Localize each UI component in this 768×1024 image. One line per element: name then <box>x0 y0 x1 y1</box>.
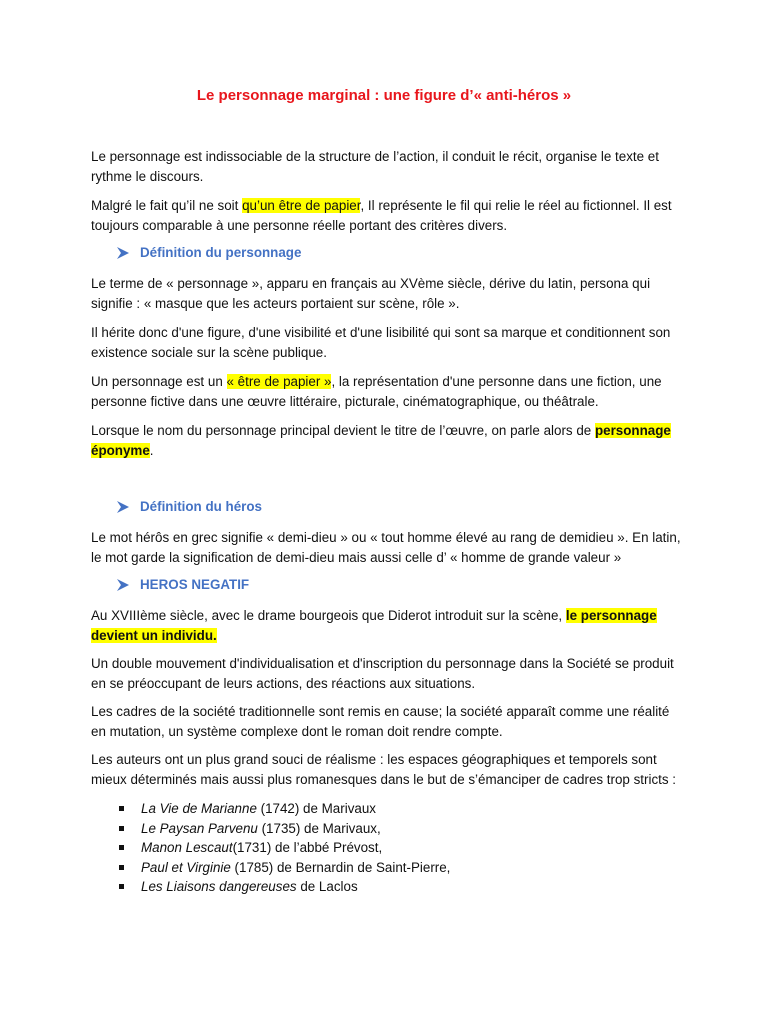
paragraph-cadres: Les cadres de la société traditionnelle sont remis en cause; la société apparaît comme une réalité en mutation, un système complexe dont le roman doit rendre compte. <box>91 704 670 739</box>
highlighted-text: personnage éponyme <box>91 423 671 458</box>
section-heading-heros-negatif <box>91 575 681 595</box>
paragraph-xviiie <box>91 606 681 646</box>
paragraph-herite: Il hérite donc d'une figure, d'une visibilité et d'une lisibilité qui sont sa marque et conditionnent son existence sociale sur la scène publique. <box>91 325 671 360</box>
square-bullet-icon <box>119 865 124 870</box>
square-bullet-icon <box>119 826 124 831</box>
list-item <box>119 819 681 839</box>
text-segment: Malgré le fait qu’il ne soit <box>91 198 243 213</box>
document-body <box>91 147 681 897</box>
arrow-bullet-icon <box>116 578 130 592</box>
text-segment: Lorsque le nom du personnage principal devient le titre de l’œuvre, on parle alors de <box>91 423 595 438</box>
highlighted-text: « être de papier » <box>226 374 332 389</box>
text-segment: . <box>149 443 154 458</box>
paragraph-terme: Le terme de « personnage », apparu en français au XVème siècle, dérive du latin, persona qui signifie : « masque que les acteurs portaient sur scène, rôle ». <box>91 276 651 311</box>
section-heading-heros <box>91 497 681 517</box>
arrow-bullet-icon <box>116 246 130 260</box>
square-bullet-icon <box>119 884 124 889</box>
paragraph-heros: Le mot hérôs en grec signifie « demi-dieu » ou « tout homme élevé au rang de demidieu ». En latin, le mot garde la signification de demi-dieu mais aussi celle d’ « homme de grande valeur » <box>91 530 681 565</box>
text-segment: , Il représente le fil qui relie le réel au fictionnel. Il est toujours comparable à une personne réelle portant des critères divers. <box>91 198 672 233</box>
list-item <box>119 858 681 878</box>
highlighted-text: le personnage devient un individu. <box>91 608 657 643</box>
section-heading-label: Définition du héros <box>140 499 262 514</box>
list-item <box>119 838 681 858</box>
work-title: Paul et Virginie <box>141 859 231 875</box>
work-details: (1731) de l’abbé Prévost, <box>232 840 383 855</box>
paragraph-realisme: Les auteurs ont un plus grand souci de réalisme : les espaces géographiques et temporels sont mieux déterminés mais aussi plus romanesques dans le but de s’émanciper de cadres trop stricts : <box>91 752 676 787</box>
paragraph-papier <box>91 196 681 236</box>
paragraph-intro: Le personnage est indissociable de la structure de l’action, il conduit le récit, organise le texte et rythme le discours. <box>91 149 659 184</box>
paragraph-mouvement: Un double mouvement d'individualisation et d'inscription du personnage dans la Société se produit en se préoccupant de leurs actions, des réactions aux situations. <box>91 656 674 691</box>
square-bullet-icon <box>119 806 124 811</box>
list-item <box>119 877 681 897</box>
paragraph-eponyme <box>91 421 681 461</box>
work-title: Le Paysan Parvenu <box>141 820 258 836</box>
section-heading-label: HEROS NEGATIF <box>140 577 250 592</box>
works-list <box>91 799 681 897</box>
section-heading-label: Définition du personnage <box>140 245 302 260</box>
work-title: La Vie de Marianne <box>141 801 257 816</box>
paragraph-etre-de-papier <box>91 372 681 412</box>
arrow-bullet-icon <box>116 500 130 514</box>
work-details: (1785) de Bernardin de Saint-Pierre, <box>230 859 451 875</box>
square-bullet-icon <box>119 845 124 850</box>
work-details: (1742) de Marivaux <box>256 801 376 816</box>
document-title: Le personnage marginal : une figure d’« anti-héros » <box>196 87 572 104</box>
work-details: (1735) de Marivaux, <box>257 820 381 836</box>
work-title: Manon Lescaut <box>141 840 233 855</box>
highlighted-text: qu’un être de papier <box>242 198 361 213</box>
text-segment: Un personnage est un <box>91 374 227 389</box>
text-segment: Au XVIIIème siècle, avec le drame bourgeois que Diderot introduit sur la scène, <box>91 608 566 623</box>
list-item <box>119 799 681 819</box>
text-segment: , la représentation d'une personne dans une fiction, une personne fictive dans une œuvre littéraire, picturale, cinématographique, ou théâtrale. <box>91 374 662 409</box>
work-details: de Laclos <box>296 879 358 894</box>
work-title: Les Liaisons dangereuses <box>141 879 297 894</box>
section-heading-personnage <box>91 243 681 263</box>
